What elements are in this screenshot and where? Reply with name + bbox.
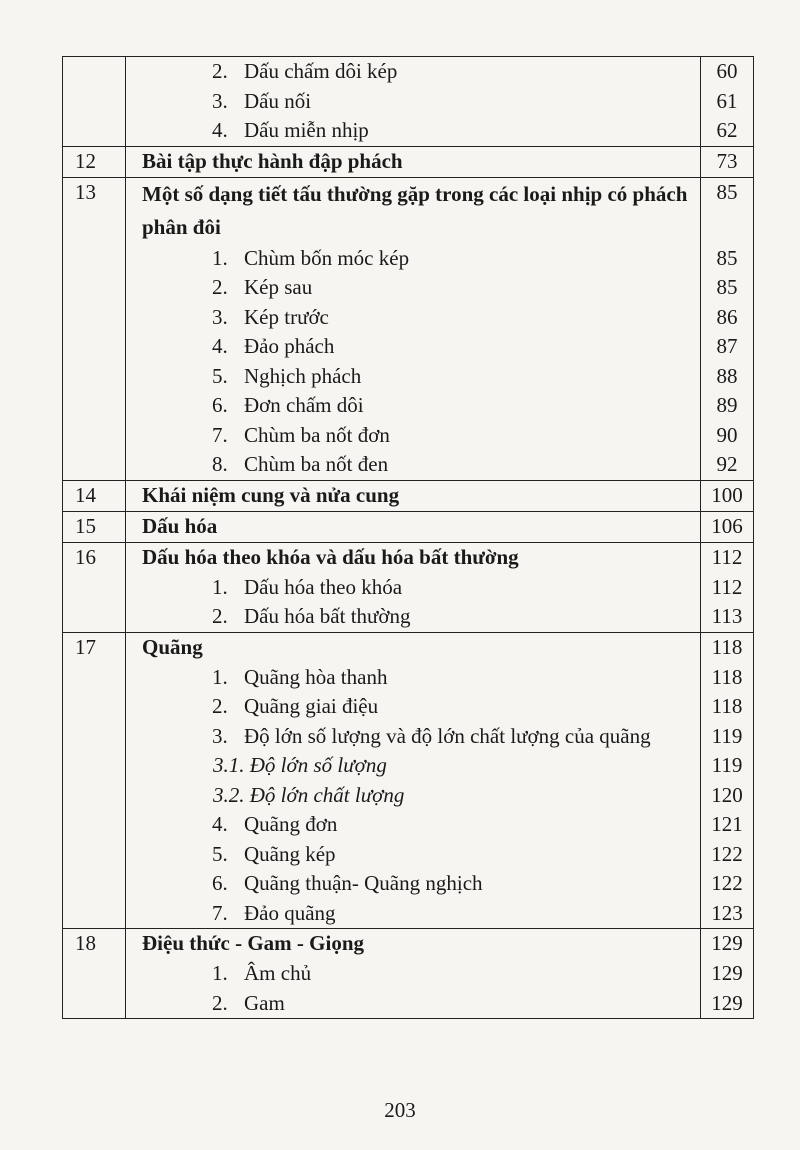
section-number <box>63 177 126 480</box>
section-number-text: 18 <box>75 931 96 955</box>
subsection-item <box>142 87 694 117</box>
section-number <box>63 146 126 177</box>
section-number-text: 14 <box>75 482 96 507</box>
subsection-label: Đảo quãng <box>244 900 336 925</box>
subsection-label: Dấu nối <box>244 88 312 113</box>
subsection-item <box>142 751 694 781</box>
subsection-item <box>142 840 694 870</box>
subsection-label: Quãng đơn <box>244 812 338 836</box>
toc-body <box>63 57 754 1019</box>
subsection-label: 3.1. Độ lớn số lượng <box>213 753 387 777</box>
subsection-number: 2. <box>212 59 228 83</box>
subsection-number: 1. <box>212 961 228 985</box>
subsection-number: 2. <box>212 604 228 628</box>
section-page-cell <box>701 511 754 542</box>
subsection-label: Chùm bốn móc kép <box>244 245 410 270</box>
subsection-page: 92 <box>716 452 738 476</box>
subsection-label: Đơn chấm dôi <box>244 393 364 417</box>
subsection-item <box>142 391 694 421</box>
subsection-item <box>142 810 694 840</box>
subsection-label: Kép sau <box>244 275 313 299</box>
section-heading-page: 106 <box>711 513 743 538</box>
subsection-label: Âm chủ <box>244 961 312 985</box>
section-heading: Khái niệm cung và nửa cung <box>142 482 400 507</box>
subsection-label: Quãng hòa thanh <box>244 664 388 689</box>
section-page-cell <box>701 929 754 1019</box>
subsection-number: 5. <box>212 363 228 388</box>
subsection-item <box>142 722 694 752</box>
subsection-page: 129 <box>711 990 743 1015</box>
subsection-page: 112 <box>711 574 743 599</box>
subsection-page: 118 <box>711 664 743 689</box>
subsection-number: 3. <box>212 88 228 113</box>
subsection-page: 61 <box>716 88 738 113</box>
toc-row <box>63 177 754 480</box>
toc-row <box>63 632 754 929</box>
toc-row <box>63 146 754 177</box>
section-heading-page: 100 <box>711 482 743 507</box>
subsection-item <box>142 573 694 603</box>
subsection-item <box>142 692 694 722</box>
section-number-text: 13 <box>75 179 96 204</box>
subsection-page: 121 <box>711 812 743 836</box>
subsection-page: 129 <box>711 961 743 985</box>
toc-row <box>63 480 754 511</box>
subsection-item <box>142 244 694 274</box>
subsection-page: 62 <box>716 118 738 142</box>
toc-row <box>63 57 754 147</box>
subsection-number: 1. <box>212 664 228 689</box>
section-page-cell <box>701 146 754 177</box>
section-number <box>63 929 126 1019</box>
subsection-label: Quãng giai điệu <box>244 694 379 718</box>
subsection-number: 2. <box>212 275 228 299</box>
subsection-label: Quãng thuận- Quãng nghịch <box>244 871 483 895</box>
section-number-text: 12 <box>75 148 96 173</box>
subsection-label: Dấu hóa theo khóa <box>244 574 403 599</box>
subsection-page: 60 <box>716 59 738 83</box>
section-page-cell <box>701 480 754 511</box>
subsection-page: 86 <box>716 304 738 329</box>
subsection-page: 122 <box>711 871 743 895</box>
section-title-cell <box>126 632 701 929</box>
subsection-number: 5. <box>212 841 228 866</box>
subsection-page: 113 <box>711 604 743 628</box>
section-heading: Dấu hóa theo khóa và dấu hóa bất thường <box>142 544 519 569</box>
section-number <box>63 480 126 511</box>
subsection-label: Gam <box>244 990 285 1015</box>
toc-row <box>63 929 754 1019</box>
section-heading-page: 118 <box>711 634 743 659</box>
subsection-label: Chùm ba nốt đơn <box>244 422 390 447</box>
subsection-page: 89 <box>716 393 738 417</box>
toc-row <box>63 511 754 542</box>
subsection-item <box>142 303 694 333</box>
subsection-label: 3.2. Độ lớn chất lượng <box>213 782 405 807</box>
subsection-label: Kép trước <box>244 304 329 329</box>
subsection-page: 119 <box>711 753 743 777</box>
subsection-number: 1. <box>212 245 228 270</box>
subsection-number: 2. <box>212 694 228 718</box>
subsection-item <box>142 602 694 632</box>
subsection-label: Dấu hóa bất thường <box>244 604 411 628</box>
subsection-number: 8. <box>212 452 228 476</box>
subsection-page: 119 <box>711 723 743 748</box>
section-number-text: 15 <box>75 513 96 538</box>
subsection-label: Quãng kép <box>244 841 336 866</box>
subsection-page: 120 <box>711 782 743 807</box>
subsection-number: 4. <box>212 118 228 142</box>
section-title-cell <box>126 511 701 542</box>
section-number-text: 17 <box>75 634 96 659</box>
subsection-label: Dấu miễn nhịp <box>244 118 369 142</box>
subsection-item <box>142 57 694 87</box>
subsection-page: 85 <box>716 245 738 270</box>
subsection-number: 6. <box>212 871 228 895</box>
section-title-cell <box>126 929 701 1019</box>
subsection-label: Độ lớn số lượng và độ lớn chất lượng của quãng <box>244 723 651 748</box>
section-number <box>63 632 126 929</box>
section-heading: Điệu thức - Gam - Giọng <box>142 931 365 955</box>
section-title-cell <box>126 57 701 147</box>
subsection-label: Dấu chấm dôi kép <box>244 59 398 83</box>
section-number <box>63 511 126 542</box>
section-title-cell <box>126 177 701 480</box>
subsection-item <box>142 273 694 303</box>
subsection-number: 4. <box>212 334 228 358</box>
section-page-cell <box>701 542 754 632</box>
subsection-item <box>142 989 694 1019</box>
subsection-number: 7. <box>212 422 228 447</box>
subsection-item <box>142 959 694 989</box>
section-number-text <box>75 57 125 87</box>
subsection-page: 123 <box>711 900 743 925</box>
subsection-page: 118 <box>711 694 743 718</box>
section-title-cell <box>126 146 701 177</box>
subsection-number: 7. <box>212 900 228 925</box>
section-number <box>63 542 126 632</box>
section-heading: Dấu hóa <box>142 513 218 538</box>
section-number-text: 16 <box>75 544 96 569</box>
section-heading: Một số dạng tiết tấu thường gặp trong các loại nhịp có phách phân đôi <box>142 181 688 239</box>
section-title-cell <box>126 480 701 511</box>
subsection-number: 4. <box>212 812 228 836</box>
section-heading-page: 112 <box>711 544 743 569</box>
section-number <box>63 57 126 147</box>
subsection-number: 2. <box>212 990 228 1015</box>
subsection-item <box>142 663 694 693</box>
subsection-item <box>142 421 694 451</box>
subsection-label: Chùm ba nốt đen <box>244 452 389 476</box>
subsection-number: 6. <box>212 393 228 417</box>
toc-table <box>62 56 754 1019</box>
subsection-number: 3. <box>212 723 228 748</box>
section-page-cell <box>701 177 754 480</box>
subsection-page: 122 <box>711 841 743 866</box>
subsection-page: 88 <box>716 363 738 388</box>
section-heading: Quãng <box>142 634 203 659</box>
toc-row <box>63 542 754 632</box>
section-heading-page: 85 <box>716 179 738 204</box>
subsection-number: 3. <box>212 304 228 329</box>
subsection-page: 90 <box>716 422 738 447</box>
section-page-cell <box>701 57 754 147</box>
section-heading-page: 129 <box>711 931 743 955</box>
section-page-cell <box>701 632 754 929</box>
subsection-item <box>142 450 694 480</box>
section-heading-page: 73 <box>716 148 738 173</box>
subsection-page: 85 <box>716 275 738 299</box>
subsection-item <box>142 899 694 929</box>
section-title-cell <box>126 542 701 632</box>
subsection-page: 87 <box>716 334 738 358</box>
subsection-label: Nghịch phách <box>244 363 362 388</box>
subsection-item <box>142 781 694 811</box>
subsection-item <box>142 332 694 362</box>
page-number: 203 <box>384 1098 416 1122</box>
subsection-label: Đảo phách <box>244 334 335 358</box>
subsection-item <box>142 869 694 899</box>
subsection-number: 1. <box>212 574 228 599</box>
subsection-item <box>142 362 694 392</box>
section-heading: Bài tập thực hành đập phách <box>142 148 403 173</box>
subsection-item <box>142 116 694 146</box>
